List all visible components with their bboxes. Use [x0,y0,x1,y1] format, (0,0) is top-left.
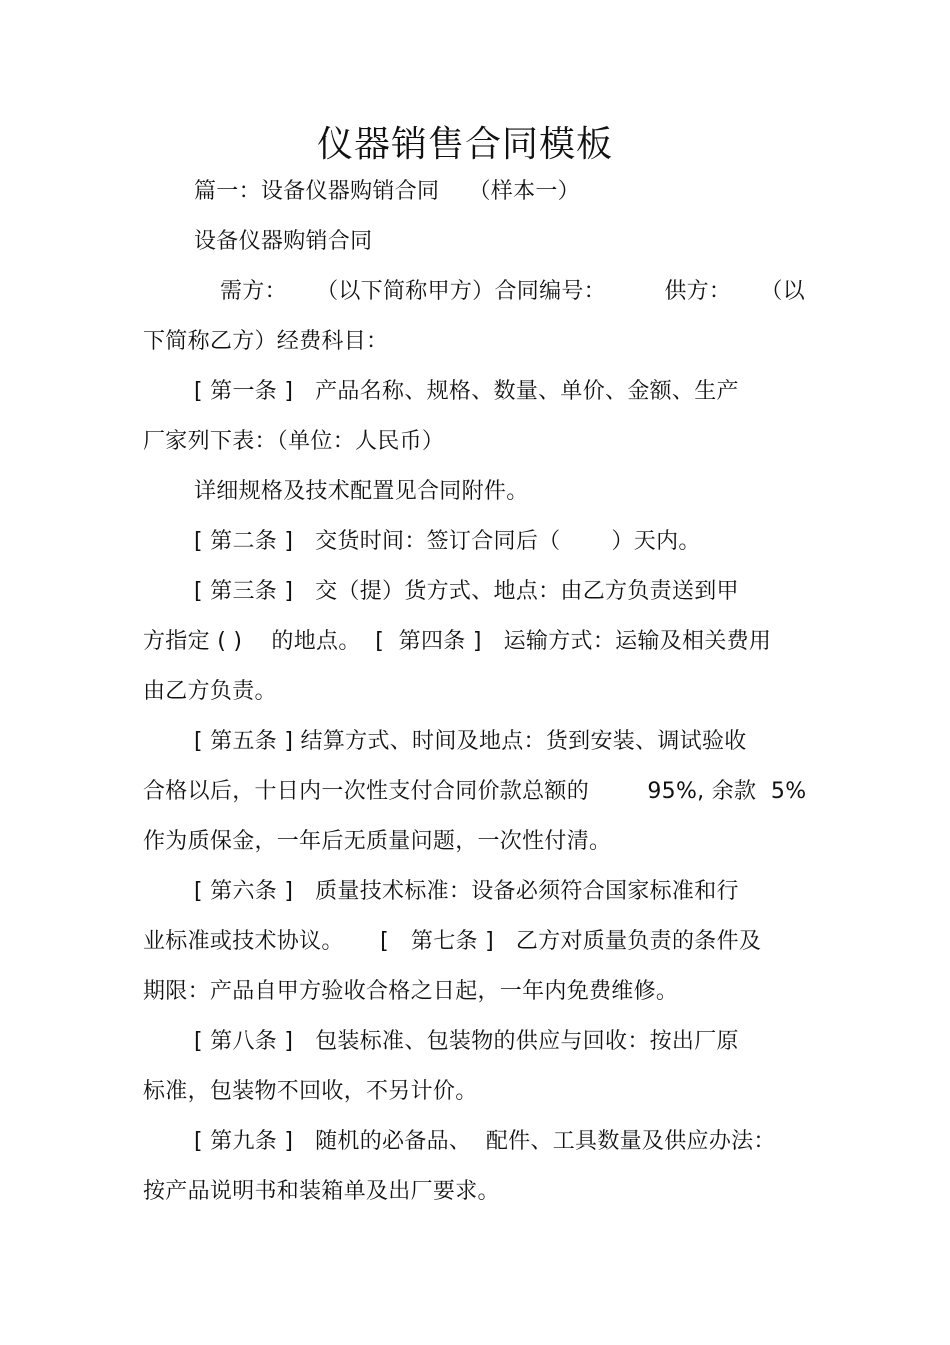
article-8-continued: 标准，包装物不回收，不另计价。 [143,1079,478,1104]
section-heading: 篇一：设备仪器购销合同 （样本一） [194,179,580,204]
article-3: [ 第三条 ] 交（提）货方式、地点：由乙方负责送到甲 [194,579,739,604]
article-6-7-continued: 业标准或技术协议。 [ 第七条 ] 乙方对质量负责的条件及 [143,929,762,954]
contract-heading: 设备仪器购销合同 [194,229,373,254]
document-title: 仪器销售合同模板 [316,124,613,165]
article-2: [ 第二条 ] 交货时间：签订合同后（ ）天内。 [194,529,701,554]
spec-note: 详细规格及技术配置见合同附件。 [194,479,529,504]
article-9: [ 第九条 ] 随机的必备品、 配件、工具数量及供应办法： [194,1129,776,1154]
party-line-continued: 下简称乙方）经费科目： [143,329,389,354]
article-8: [ 第八条 ] 包装标准、包装物的供应与回收：按出厂原 [194,1029,739,1054]
article-3-4-continued: 方指定 ( ) 的地点。 [ 第四条 ] 运输方式：运输及相关费用 [143,629,772,654]
article-5: [ 第五条 ] 结算方式、时间及地点：货到安装、调试验收 [194,729,747,754]
article-5-continued-2: 作为质保金，一年后无质量问题，一次性付清。 [143,829,612,854]
article-9-continued: 按产品说明书和装箱单及出厂要求。 [143,1179,500,1204]
article-1-continued: 厂家列下表：（单位：人民币） [143,429,445,454]
article-7-continued: 期限：产品自甲方验收合格之日起，一年内免费维修。 [143,979,679,1004]
article-6: [ 第六条 ] 质量技术标准：设备必须符合国家标准和行 [194,879,739,904]
party-line: 需方： （以下简称甲方）合同编号： 供方： （以 [220,279,805,304]
article-1: [ 第一条 ] 产品名称、规格、数量、单价、金额、生产 [194,379,739,404]
article-5-continued: 合格以后，十日内一次性支付合同价款总额的 95%, 余款 5% [143,779,807,804]
article-4-continued: 由乙方负责。 [143,679,277,704]
